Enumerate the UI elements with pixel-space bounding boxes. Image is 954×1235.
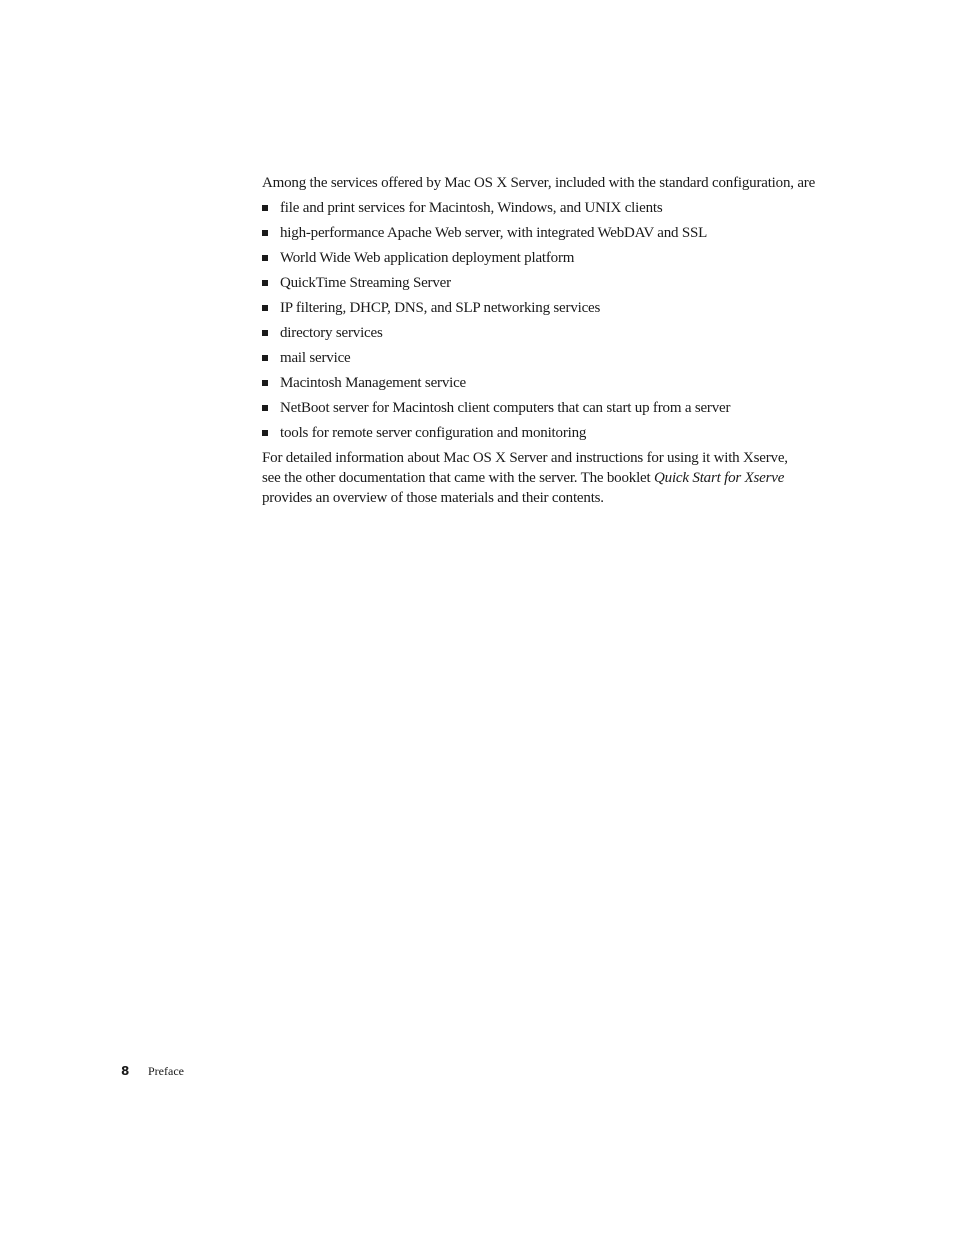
square-bullet-icon [262,280,268,286]
list-item [262,323,822,343]
list-item-text: mail service [280,350,351,366]
list-item-text: IP filtering, DHCP, DNS, and SLP networking services [280,300,601,316]
page-footer [121,1063,184,1079]
list-item-text: Macintosh Management service [280,375,467,391]
list-item [262,398,822,418]
square-bullet-icon [262,205,268,211]
list-item-text: high-performance Apache Web server, with integrated WebDAV and SSL [280,225,708,241]
closing-paragraph [262,448,807,508]
list-item [262,273,822,293]
list-item-text: World Wide Web application deployment platform [280,250,575,266]
list-item [262,373,822,393]
square-bullet-icon [262,330,268,336]
square-bullet-icon [262,230,268,236]
list-item-text: tools for remote server configuration and monitoring [280,425,587,441]
list-item-text: QuickTime Streaming Server [280,275,451,291]
closing-text-start: For detailed information about Mac OS X Server and instructions for using it with Xserve, see the other documentation that came with the server. The booklet [262,450,788,486]
list-item [262,248,822,268]
page-body [262,173,822,508]
services-list [262,198,822,443]
intro-paragraph: Among the services offered by Mac OS X Server, included with the standard configuration, are [262,175,816,191]
list-item [262,348,822,368]
closing-text-end: provides an overview of those materials and their contents. [262,490,604,506]
square-bullet-icon [262,255,268,261]
list-item [262,198,822,218]
list-item [262,223,822,243]
square-bullet-icon [262,405,268,411]
square-bullet-icon [262,430,268,436]
list-item [262,298,822,318]
square-bullet-icon [262,305,268,311]
booklet-title: Quick Start for Xserve [654,470,785,486]
square-bullet-icon [262,355,268,361]
square-bullet-icon [262,380,268,386]
list-item [262,423,822,443]
list-item-text: file and print services for Macintosh, Windows, and UNIX clients [280,200,663,216]
list-item-text: directory services [280,325,383,341]
page-number: 8 [121,1064,130,1078]
section-name: Preface [148,1064,184,1078]
list-item-text: NetBoot server for Macintosh client computers that can start up from a server [280,400,731,416]
